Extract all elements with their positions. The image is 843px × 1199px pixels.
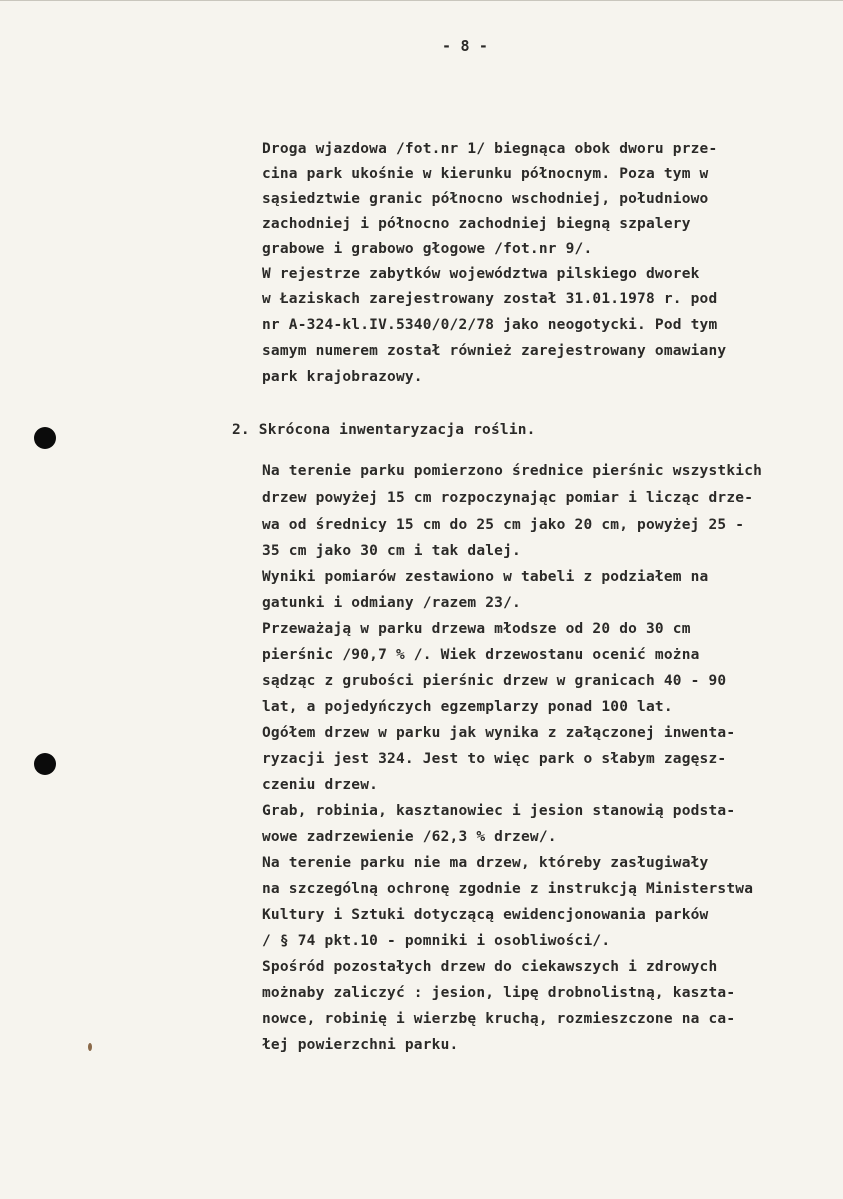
paragraph2-line: łej powierzchni parku. bbox=[262, 1037, 459, 1053]
paragraph1-line: park krajobrazowy. bbox=[262, 369, 423, 385]
paragraph1-line: samym numerem został również zarejestrowany omawiany bbox=[262, 343, 727, 359]
paragraph2-line: na szczególną ochronę zgodnie z instrukcją Ministerstwa bbox=[262, 881, 754, 897]
paragraph2-line: czeniu drzew. bbox=[262, 777, 379, 793]
paragraph2-line: wowe zadrzewienie /62,3 % drzew/. bbox=[262, 829, 557, 845]
paragraph1-line: grabowe i grabowo głogowe /fot.nr 9/. bbox=[262, 241, 593, 257]
paragraph2-line: ryzacji jest 324. Jest to więc park o słabym zagęsz- bbox=[262, 751, 727, 767]
paragraph2-line: lat, a pojedyńczych egzemplarzy ponad 100 lat. bbox=[262, 699, 673, 715]
paragraph2-line: Spośród pozostałych drzew do ciekawszych i zdrowych bbox=[262, 959, 718, 975]
paragraph2-line: wa od średnicy 15 cm do 25 cm jako 20 cm, powyżej 25 - bbox=[262, 517, 745, 533]
paragraph1-line: nr A-324-kl.IV.5340/0/2/78 jako neogotycki. Pod tym bbox=[262, 317, 718, 333]
section-heading: 2. Skrócona inwentaryzacja roślin. bbox=[232, 422, 536, 438]
paragraph1-line: Droga wjazdowa /fot.nr 1/ biegnąca obok dworu prze- bbox=[262, 141, 718, 157]
stain-mark bbox=[88, 1043, 92, 1051]
paragraph2-line: Na terenie parku pomierzono średnice pierśnic wszystkich bbox=[262, 463, 763, 479]
paragraph2-line: / § 74 pkt.10 - pomniki i osobliwości/. bbox=[262, 933, 611, 949]
paragraph2-line: Wyniki pomiarów zestawiono w tabeli z podziałem na bbox=[262, 569, 709, 585]
paragraph2-line: drzew powyżej 15 cm rozpoczynając pomiar i licząc drze- bbox=[262, 490, 754, 506]
punch-hole-top bbox=[34, 427, 56, 449]
paragraph2-line: 35 cm jako 30 cm i tak dalej. bbox=[262, 543, 521, 559]
paragraph2-line: Ogółem drzew w parku jak wynika z załączonej inwenta- bbox=[262, 725, 736, 741]
paragraph1-line: cina park ukośnie w kierunku północnym. Poza tym w bbox=[262, 166, 709, 182]
paragraph1-line: zachodniej i północno zachodniej biegną szpalery bbox=[262, 216, 691, 232]
paragraph2-line: nowce, robinię i wierzbę kruchą, rozmieszczone na ca- bbox=[262, 1011, 736, 1027]
paragraph2-line: Przeważają w parku drzewa młodsze od 20 do 30 cm bbox=[262, 621, 691, 637]
paragraph2-line: sądząc z grubości pierśnic drzew w granicach 40 - 90 bbox=[262, 673, 727, 689]
paragraph1-line: w Łaziskach zarejestrowany został 31.01.1978 r. pod bbox=[262, 291, 718, 307]
paragraph1-line: W rejestrze zabytków województwa pilskiego dworek bbox=[262, 266, 700, 282]
paragraph2-line: możnaby zaliczyć : jesion, lipę drobnolistną, kaszta- bbox=[262, 985, 736, 1001]
paragraph2-line: gatunki i odmiany /razem 23/. bbox=[262, 595, 521, 611]
punch-hole-bottom bbox=[34, 753, 56, 775]
paragraph2-line: Na terenie parku nie ma drzew, któreby zasługiwały bbox=[262, 855, 709, 871]
paragraph2-line: Grab, robinia, kasztanowiec i jesion stanowią podsta- bbox=[262, 803, 736, 819]
paragraph1-line: sąsiedztwie granic północno wschodniej, południowo bbox=[262, 191, 709, 207]
paragraph2-line: Kultury i Sztuki dotyczącą ewidencjonowania parków bbox=[262, 907, 709, 923]
paragraph2-line: pierśnic /90,7 % /. Wiek drzewostanu ocenić można bbox=[262, 647, 700, 663]
page-number: - 8 - bbox=[442, 37, 489, 55]
